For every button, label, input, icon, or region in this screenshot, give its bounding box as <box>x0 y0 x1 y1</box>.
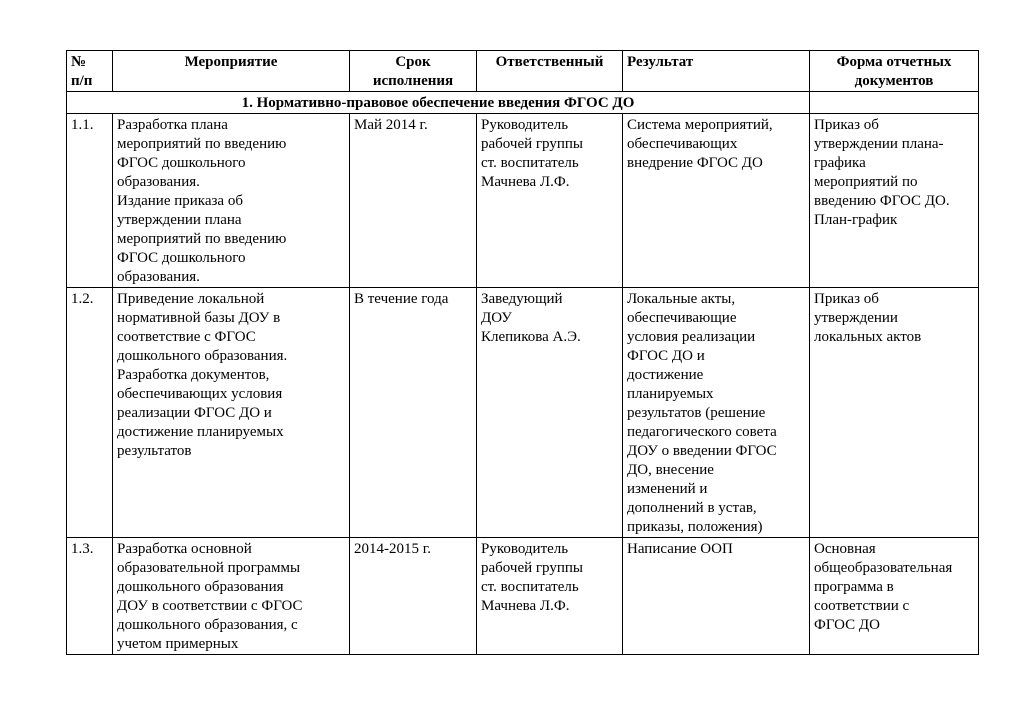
row-report: Приказ об утверждении локальных актов <box>810 288 979 538</box>
row-term: В течение года <box>350 288 477 538</box>
row-result: Локальные акты, обеспечивающие условия реализации ФГОС ДО и достижение планируемых результатов (решение педагогического совета ДОУ о введении ФГОС ДО, внесение изменений и дополнений в устав, приказы, положения) <box>623 288 810 538</box>
header-responsible: Ответственный <box>477 51 623 92</box>
table-row <box>67 114 979 288</box>
table-row <box>67 288 979 538</box>
row-report: Основная общеобразовательная программа в соответствии с ФГОС ДО <box>810 538 979 655</box>
row-responsible: Руководитель рабочей группы ст. воспитатель Мачнева Л.Ф. <box>477 538 623 655</box>
header-report: Форма отчетных документов <box>810 51 979 92</box>
header-num: № п/п <box>67 51 113 92</box>
section-title: 1. Нормативно-правовое обеспечение введения ФГОС ДО <box>67 92 810 114</box>
row-num: 1.2. <box>67 288 113 538</box>
row-report: Приказ об утверждении плана- графика мероприятий по введению ФГОС ДО. План-график <box>810 114 979 288</box>
table-header-row <box>67 51 979 92</box>
row-term: Май 2014 г. <box>350 114 477 288</box>
header-event: Мероприятие <box>113 51 350 92</box>
row-result: Система мероприятий, обеспечивающих внедрение ФГОС ДО <box>623 114 810 288</box>
header-result: Результат <box>623 51 810 92</box>
row-responsible: Заведующий ДОУ Клепикова А.Э. <box>477 288 623 538</box>
events-table <box>66 50 979 655</box>
row-event: Приведение локальной нормативной базы ДОУ в соответствие с ФГОС дошкольного образования. Разработка документов, обеспечивающих условия реализации ФГОС ДО и достижение планируемых результатов <box>113 288 350 538</box>
row-event: Разработка основной образовательной программы дошкольного образования ДОУ в соответствии с ФГОС дошкольного образования, с учетом примерных <box>113 538 350 655</box>
row-responsible: Руководитель рабочей группы ст. воспитатель Мачнева Л.Ф. <box>477 114 623 288</box>
row-num: 1.1. <box>67 114 113 288</box>
row-term: 2014-2015 г. <box>350 538 477 655</box>
row-result: Написание ООП <box>623 538 810 655</box>
section-empty-cell <box>810 92 979 114</box>
section-row <box>67 92 979 114</box>
table-row <box>67 538 979 655</box>
header-term: Срок исполнения <box>350 51 477 92</box>
row-event: Разработка плана мероприятий по введению ФГОС дошкольного образования. Издание приказа об утверждении плана мероприятий по введению ФГОС дошкольного образования. <box>113 114 350 288</box>
row-num: 1.3. <box>67 538 113 655</box>
